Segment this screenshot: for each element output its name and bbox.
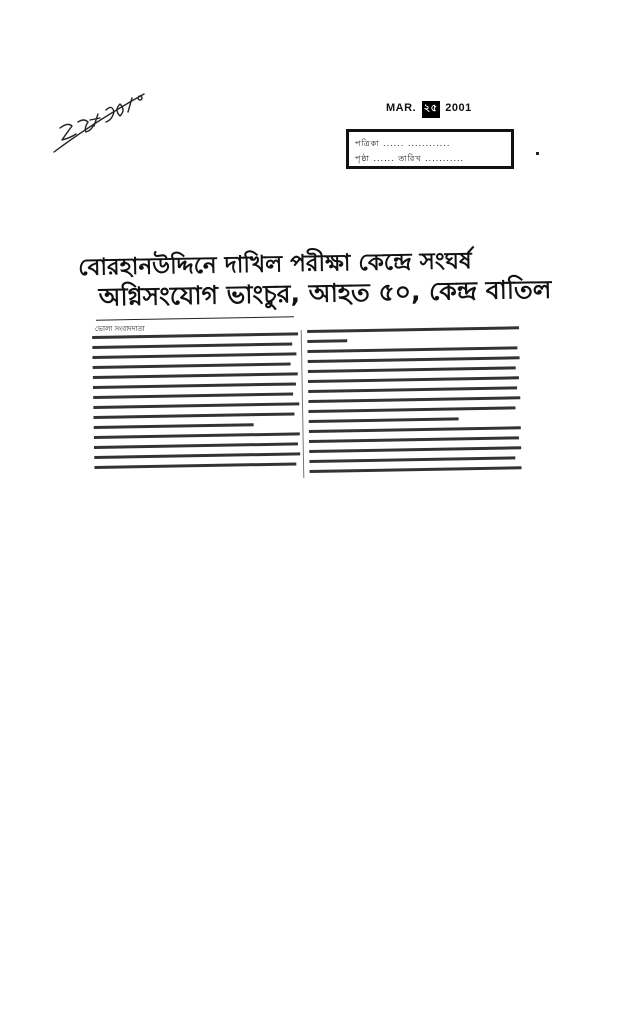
headline-line-2: অগ্নিসংযোগ ভাংচুর, আহত ৫০, কেন্দ্র বাতিল — [98, 274, 552, 312]
headline — [78, 245, 552, 313]
ink-speck — [536, 152, 539, 155]
source-stamp-box — [346, 129, 514, 169]
stamp-month: MAR. — [386, 102, 417, 114]
headline-line-1: বোরহানউদ্দিনে দাখিল পরীক্ষা কেন্দ্রে সংঘর্ষ — [78, 248, 472, 281]
source-box-line-2: পৃষ্ঠা ...... তারিখ ........... — [355, 154, 465, 163]
date-stamp — [386, 101, 472, 118]
article-body-left-column — [92, 329, 302, 473]
stamp-year: 2001 — [445, 102, 472, 114]
source-box-line-1: পত্রিকা ...... ............ — [355, 139, 451, 148]
byline: ভোলা সংবাদদাতা — [95, 325, 145, 333]
article-body-right-column — [307, 323, 525, 483]
left-column-text-lines — [92, 329, 302, 473]
headline-underline — [96, 316, 294, 320]
stamp-day: ২৫ — [422, 101, 440, 118]
handwritten-date-annotation — [48, 70, 168, 160]
right-column-text-lines — [307, 323, 525, 483]
